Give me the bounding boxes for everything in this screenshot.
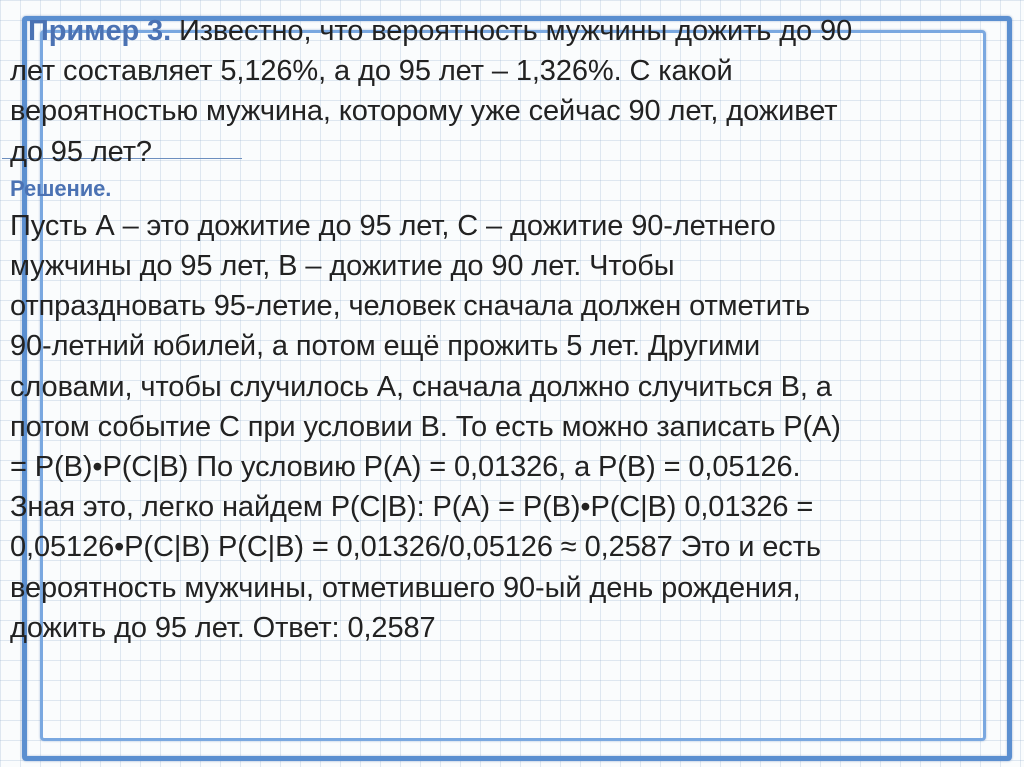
example-label: Пример 3. (28, 15, 172, 47)
problem-line-3: вероятностью мужчина, которому уже сейчас 90 лет, доживет (10, 95, 838, 128)
solution-line-4: 90-летний юбилей, а потом ещё прожить 5 лет. Другими (10, 330, 761, 363)
solution-line-1: Пусть А – это дожитие до 95 лет, С – дожитие 90-летнего (10, 209, 776, 242)
problem-line-4: до 95 лет? (10, 135, 152, 168)
problem-text-1: Известно, что вероятность мужчины дожить до 90 (171, 15, 853, 47)
solution-line-11: дожить до 95 лет. Ответ: 0,2587 (10, 611, 436, 644)
solution-line-7: = Р(В)•Р(С|В) По условию Р(А) = 0,01326, а Р(В) = 0,05126. (10, 451, 801, 484)
solution-label: Решение. (10, 175, 112, 201)
solution-line-6: потом событие С при условии В. То есть можно записать Р(А) (10, 410, 841, 443)
solution-line-8: Зная это, легко найдем Р(С|В): Р(А) = Р(В)•Р(С|В) 0,01326 = (10, 491, 814, 524)
problem-line-2: лет составляет 5,126%, а до 95 лет – 1,326%. С какой (10, 55, 733, 88)
solution-line-5: словами, чтобы случилось А, сначала должно случиться В, а (10, 370, 832, 403)
solution-line-2: мужчины до 95 лет, В – дожитие до 90 лет. Чтобы (10, 250, 675, 283)
problem-line-1 (10, 11, 1005, 51)
solution-line-9: 0,05126•Р(С|В) Р(С|В) = 0,01326/0,05126 ≈ 0,2587 Это и есть (10, 531, 821, 564)
solution-line-3: отпраздновать 95-летие, человек сначала должен отметить (10, 290, 811, 323)
slide-content (10, 11, 1005, 648)
solution-line-10: вероятность мужчины, отметившего 90-ый день рождения, (10, 571, 801, 604)
